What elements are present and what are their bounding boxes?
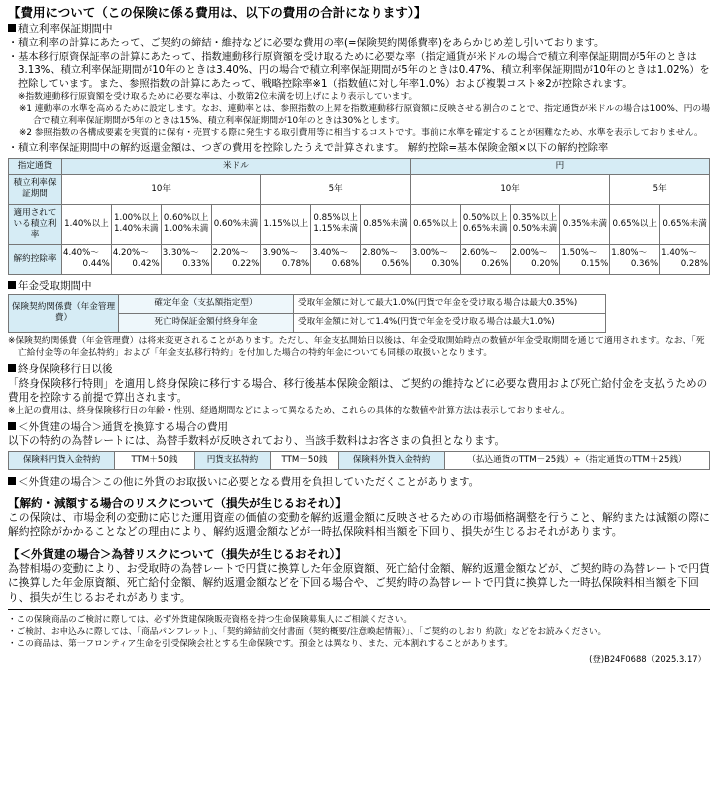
fx-table [8, 451, 710, 470]
pension-type-2: 死亡時保証金額付終身年金 [119, 313, 294, 332]
square-bullet-icon [8, 364, 16, 372]
deduct-cell: 3.90%～ 0.78% [261, 244, 311, 274]
square-bullet-icon [8, 24, 16, 32]
th-deduct: 解約控除率 [9, 244, 62, 274]
deduct-cell: 1.80%～ 0.36% [610, 244, 660, 274]
deduct-cell: 3.00%～ 0.30% [410, 244, 460, 274]
pension-text-1: 受取年金額に対して最大1.0%(円貨で年金を受け取る場合は最大0.35%) [294, 294, 606, 313]
deduct-cell: 2.60%～ 0.26% [460, 244, 510, 274]
rate-cell: 0.60%未満 [211, 204, 261, 244]
accum-note-1: ※1 連動率の水準を高めるために設定します。なお、連動率とは、参照指数の上昇を指数連動移行原資額に反映させる割合のことで、指定通貨が米ドルの場合は100%、円の場合で積立利率保証期間が5年のときは15%、積立利率保証期間が10年のときは30%とします。 [19, 104, 711, 127]
fx-cell: 保険料円貨入金特約 [9, 451, 115, 469]
after-heading: 終身保険移行日以後 [8, 362, 710, 377]
fx-cell: 保険料外貨入金特約 [339, 451, 445, 469]
accum-heading-label: 積立利率保証期間中 [18, 23, 113, 35]
pension-type-1: 確定年金（支払額指定型） [119, 294, 294, 313]
deduct-cell: 2.00%～ 0.20% [510, 244, 560, 274]
rate-cell: 0.65%未満 [660, 204, 710, 244]
pension-text-2: 受取年金額に対して1.4%(円貨で年金を受け取る場合は最大1.0%) [294, 313, 606, 332]
risk1-title: 【解約・減額する場合のリスクについて（損失が生じるおそれ）】 [8, 495, 347, 510]
rate-row [9, 204, 710, 244]
footer-note-3: ・この商品は、第一フロンティア生命を引受保険会社とする生命保険です。預金とは異なり、また、元本割れすることがあります。 [8, 639, 513, 650]
fx-cell: （払込通貨のTTM－25銭）÷（指定通貨のTTM＋25銭） [445, 451, 710, 469]
th-rate: 適用されている積立利率 [9, 204, 62, 244]
pension-label: 保険契約関係費（年金管理費） [9, 294, 119, 332]
footer-note-2: ・ご検討、お申込みに際しては、「商品パンフレット」、「契約締結前交付書面（契約概要/注意喚起情報）」、「ご契約のしおり 約款」などをお読みください。 [8, 627, 607, 638]
deduct-cell: 1.40%～ 0.28% [660, 244, 710, 274]
rate-cell: 0.85%以上1.15%未満 [311, 204, 361, 244]
th-period: 積立利率保証期間 [9, 174, 62, 204]
divider [8, 609, 710, 610]
usd-10y: 10年 [62, 174, 261, 204]
accum-bullet-3: ・積立利率保証期間中の解約返還金額は、つぎの費用を控除したうえで計算されます。 解約控除=基本保険金額×以下の解約控除率 [8, 143, 609, 155]
risk2-text: 為替相場の変動により、お受取時の為替レートで円貨に換算した年金原資額、死亡給付金額、解約返還金額などが、ご契約時の為替レートで円貨に換算した年金原資額、死亡給付金額、解約返還金額などを下回る場合や、ご契約時の為替レートで円貨に換算した一時払保険料相当額を下回り、損失が生じるおそれがあります。 [8, 561, 710, 604]
surrender-table [8, 158, 710, 275]
fx-text: 以下の特約の為替レートには、為替手数料が反映されており、当該手数料はお客さまの負担となります。 [8, 434, 506, 447]
page-title: 【費用について（この保険に係る費用は、以下の費用の合計になります）】 [8, 5, 427, 20]
risk1-text: この保険は、市場金利の変動に応じた運用資産の価値の変動を解約返還金額に反映させるための市場価格調整を行うこと、解約または減額の際に解約控除がかかることなどの理由により、解約返還金額などが一時払保険料相当額を下回り、損失が生じるおそれがあります。 [8, 510, 710, 539]
accum-bullet-1: ・積立利率の計算にあたって、ご契約の締結・維持などに必要な費用の率(=保険契約関係費率)をあらかじめ差し引いております。 [8, 38, 605, 49]
deduct-cell: 2.20%～ 0.22% [211, 244, 261, 274]
rate-cell: 0.85%未満 [361, 204, 411, 244]
deduct-cell: 4.40%～ 0.44% [62, 244, 112, 274]
square-bullet-icon [8, 477, 16, 485]
th-usd: 米ドル [62, 158, 411, 174]
rate-cell: 1.40%以上 [62, 204, 112, 244]
after-text: 「終身保険移行特則」を適用し終身保険に移行する場合、移行後基本保険金額は、ご契約の維持などに必要な費用および死亡給付金を支払うための費用を控除する前提で算出されます。 [8, 377, 708, 404]
fx-cell: TTM＋50銭 [115, 451, 195, 469]
risk2-title: 【＜外貨建の場合＞為替リスクについて（損失が生じるおそれ）】 [8, 546, 347, 561]
jpy-5y: 5年 [610, 174, 710, 204]
deduct-row [9, 244, 710, 274]
deduct-cell: 3.40%～ 0.68% [311, 244, 361, 274]
th-jpy: 円 [410, 158, 709, 174]
deduct-cell: 4.20%～ 0.42% [111, 244, 161, 274]
rate-cell: 0.60%以上1.00%未満 [161, 204, 211, 244]
rate-cell: 0.35%未満 [560, 204, 610, 244]
rate-cell: 1.15%以上 [261, 204, 311, 244]
pension-note: ※保険契約関係費（年金管理費）は将来変更されることがあります。ただし、年金支払開始日以後は、年金受取開始時点の数値が年金受取期間を通じて適用されます。なお、「死亡給付金等の年金払特約」および「年金支払移行特約」を付加した場合の特約年金についても同様の取扱いとなります。 [8, 335, 705, 358]
pension-table [8, 294, 606, 333]
th-currency: 指定通貨 [9, 158, 62, 174]
after-note: ※上記の費用は、終身保険移行日の年齢・性別、経過期間などによって異なるため、これらの具体的な数値や計算方法は表示しておりません。 [8, 405, 570, 416]
deduct-cell: 1.50%～ 0.15% [560, 244, 610, 274]
fx-cell: 円貨支払特約 [195, 451, 271, 469]
square-bullet-icon [8, 422, 16, 430]
usd-5y: 5年 [261, 174, 411, 204]
accum-note-0: ※指数連動移行原資額を受け取るために必要な率は、小数第2位未満を切上げにより表示しています。 [18, 92, 418, 103]
registration-code: (登)B24F0688（2025.3.17） [589, 654, 706, 665]
accum-heading [8, 22, 710, 37]
accum-note-2: ※2 参照指数の各構成要素を実質的に保有・売買する際に発生する取引費用等に相当するコストです。事前に水準を確定することが困難なため、水準を表示しておりません。 [19, 128, 703, 139]
accum-bullet-2: ・基本移行原資保証率の計算にあたって、指数連動移行原資額を受け取るために必要な率（指定通貨が米ドルの場合で積立利率保証期間が5年のときは3.13%、積立利率保証期間が10年のときは3.40%、円の場合で積立利率保証期間が5年のときは0.47%、積立利率保証期間が10年のときは1.02%）を控除しています。また、参照指数の計算にあたって、戦略控除率※1（指数値に対し年率1.0%）および複製コスト※2が控除されます。 [8, 51, 710, 90]
square-bullet-icon [8, 281, 16, 289]
footer-note-1: ・この保険商品のご検討に際しては、必ず外貨建保険販売資格を持つ生命保険募集人にご相談ください。 [8, 615, 412, 626]
jpy-10y: 10年 [410, 174, 609, 204]
rate-cell: 0.65%以上 [610, 204, 660, 244]
rate-cell: 0.65%以上 [410, 204, 460, 244]
other-fee: ＜外貨建の場合＞この他に外貨のお取扱いに必要となる費用を負担していただくことがあります。 [8, 475, 710, 490]
pension-heading: 年金受取期間中 [8, 279, 710, 294]
deduct-cell: 2.80%～ 0.56% [361, 244, 411, 274]
deduct-cell: 3.30%～ 0.33% [161, 244, 211, 274]
rate-cell: 0.50%以上0.65%未満 [460, 204, 510, 244]
rate-cell: 1.00%以上1.40%未満 [111, 204, 161, 244]
page [8, 4, 710, 665]
rate-cell: 0.35%以上0.50%未満 [510, 204, 560, 244]
fx-heading: ＜外貨建の場合＞通貨を換算する場合の費用 [8, 420, 710, 435]
fx-cell: TTM－50銭 [271, 451, 339, 469]
